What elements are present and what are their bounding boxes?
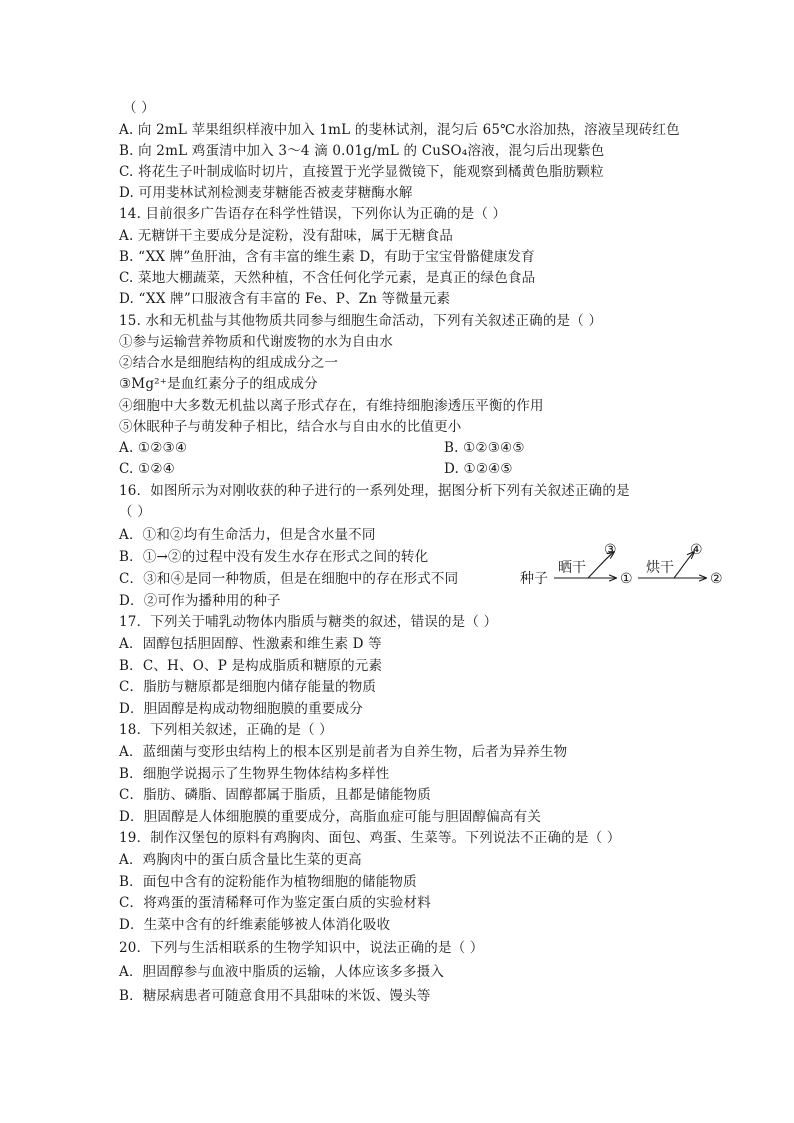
seed-processing-diagram — [518, 536, 738, 596]
q19-option-d: D．生菜中含有的纤维素能够被人体消化吸收 — [119, 917, 391, 933]
q14-stem: 14. 目前很多广告语存在科学性错误，下列你认为正确的是（ ） — [119, 206, 507, 222]
q20-stem: 20．下列与生活相联系的生物学知识中，说法正确的是（ ） — [119, 940, 484, 956]
q19-stem: 19．制作汉堡包的原料有鸡胸肉、面包、鸡蛋、生菜等。下列说法不正确的是（ ） — [119, 830, 621, 846]
q16-option-c: C．③和④是同一种物质，但是在细胞中的存在形式不同 — [119, 571, 459, 587]
q15-stem: 15. 水和无机盐与其他物质共同参与细胞生命活动，下列有关叙述正确的是（ ） — [119, 313, 603, 329]
q19-option-b: B．面包中含有的淀粉能作为植物细胞的储能物质 — [119, 874, 417, 890]
diagram-node-1: ① — [620, 571, 633, 587]
q15-statement-4: ④细胞中大多数无机盐以离子形式存在，有维持细胞渗透压平衡的作用 — [119, 398, 544, 414]
q17-option-c: C．脂肪与糖原都是细胞内储存能量的物质 — [119, 679, 377, 695]
q15-option-b: B. ①②③④⑤ — [444, 440, 525, 456]
q17-stem: 17．下列关于哺乳动物体内脂质与糖类的叙述，错误的是（ ） — [119, 614, 498, 630]
q14-option-c: C. 菜地大棚蔬菜，天然种植，不含任何化学元素，是真正的绿色食品 — [119, 270, 536, 286]
q17-option-a: A．固醇包括胆固醇、性激素和维生素 D 等 — [119, 636, 382, 652]
q19-option-c: C．将鸡蛋的蛋清稀释可作为鉴定蛋白质的实验材料 — [119, 895, 431, 911]
q18-option-b: B．细胞学说揭示了生物界生物体结构多样性 — [119, 766, 390, 782]
diagram-node-2: ② — [710, 571, 723, 587]
q19-option-a: A．鸡胸肉中的蛋白质含量比生菜的更高 — [119, 852, 362, 868]
q18-option-d: D．胆固醇是人体细胞膜的重要成分，高脂血症可能与胆固醇偏高有关 — [119, 809, 542, 825]
q18-option-c: C．脂肪、磷脂、固醇都属于脂质，且都是储能物质 — [119, 787, 431, 803]
q13-option-c: C. 将花生子叶制成临时切片，直接置于光学显微镜下，能观察到橘黄色脂肪颗粒 — [119, 164, 604, 180]
diagram-node-4: ④ — [690, 542, 703, 558]
q15-option-c: C. ①②④ — [119, 461, 175, 477]
q13-option-d: D. 可用斐林试剂检测麦芽糖能否被麦芽糖酶水解 — [119, 185, 413, 201]
q17-option-b: B．C、H、O、P 是构成脂质和糖原的元素 — [119, 658, 383, 674]
q14-option-d: D. “XX 牌”口服液含有丰富的 Fe、P、Zn 等微量元素 — [119, 291, 451, 307]
q20-option-a: A．胆固醇参与血液中脂质的运输，人体应该多多摄入 — [119, 964, 445, 980]
q16-option-d: D．②可作为播种用的种子 — [119, 593, 281, 609]
q17-option-d: D．胆固醇是构成动物细胞膜的重要成分 — [119, 701, 363, 717]
q18-option-a: A．蓝细菌与变形虫结构上的根本区别是前者为自养生物，后者为异养生物 — [119, 744, 568, 760]
q20-option-b: B．糖尿病患者可随意食用不具甜味的米饭、馒头等 — [119, 988, 431, 1004]
q15-statement-5: ⑤休眠种子与萌发种子相比，结合水与自由水的比值更小 — [119, 419, 462, 435]
diagram-node-3: ③ — [604, 542, 617, 558]
q16-answer-blank: （ ） — [119, 504, 151, 520]
q13-answer-blank: （ ） — [123, 100, 155, 116]
q14-option-a: A. 无糖饼干主要成分是淀粉，没有甜味，属于无糖食品 — [119, 228, 454, 244]
q15-statement-2: ②结合水是细胞结构的组成成分之一 — [119, 355, 339, 371]
q16-option-a: A．①和②均有生命活力，但是含水量不同 — [119, 527, 376, 543]
q15-option-d: D. ①②④⑤ — [444, 461, 513, 477]
q15-statement-1: ①参与运输营养物质和代谢废物的水为自由水 — [119, 334, 393, 350]
q16-stem: 16．如图所示为对刚收获的种子进行的一系列处理，据图分析下列有关叙述正确的是 — [119, 483, 630, 499]
q13-option-a: A. 向 2mL 苹果组织样液中加入 1mL 的斐林试剂，混匀后 65℃水浴加热，溶液呈现砖红色 — [119, 122, 680, 138]
diagram-step-sun-dry: 晒干 — [558, 560, 586, 576]
q18-stem: 18．下列相关叙述，正确的是（ ） — [119, 722, 333, 738]
q16-option-b: B．①→②的过程中没有发生水存在形式之间的转化 — [119, 549, 429, 565]
q15-statement-3: ③Mg²⁺是血红素分子的组成成分 — [119, 376, 318, 392]
q13-option-b: B. 向 2mL 鸡蛋清中加入 3～4 滴 0.01g/mL 的 CuSO₄溶液，混匀后出现紫色 — [119, 143, 605, 159]
q14-option-b: B. “XX 牌”鱼肝油，含有丰富的维生素 D，有助于宝宝骨骼健康发育 — [119, 249, 535, 265]
diagram-seed-label: 种子 — [520, 571, 548, 587]
q15-option-a: A. ①②③④ — [119, 440, 188, 456]
diagram-step-oven-dry: 烘干 — [646, 560, 674, 576]
